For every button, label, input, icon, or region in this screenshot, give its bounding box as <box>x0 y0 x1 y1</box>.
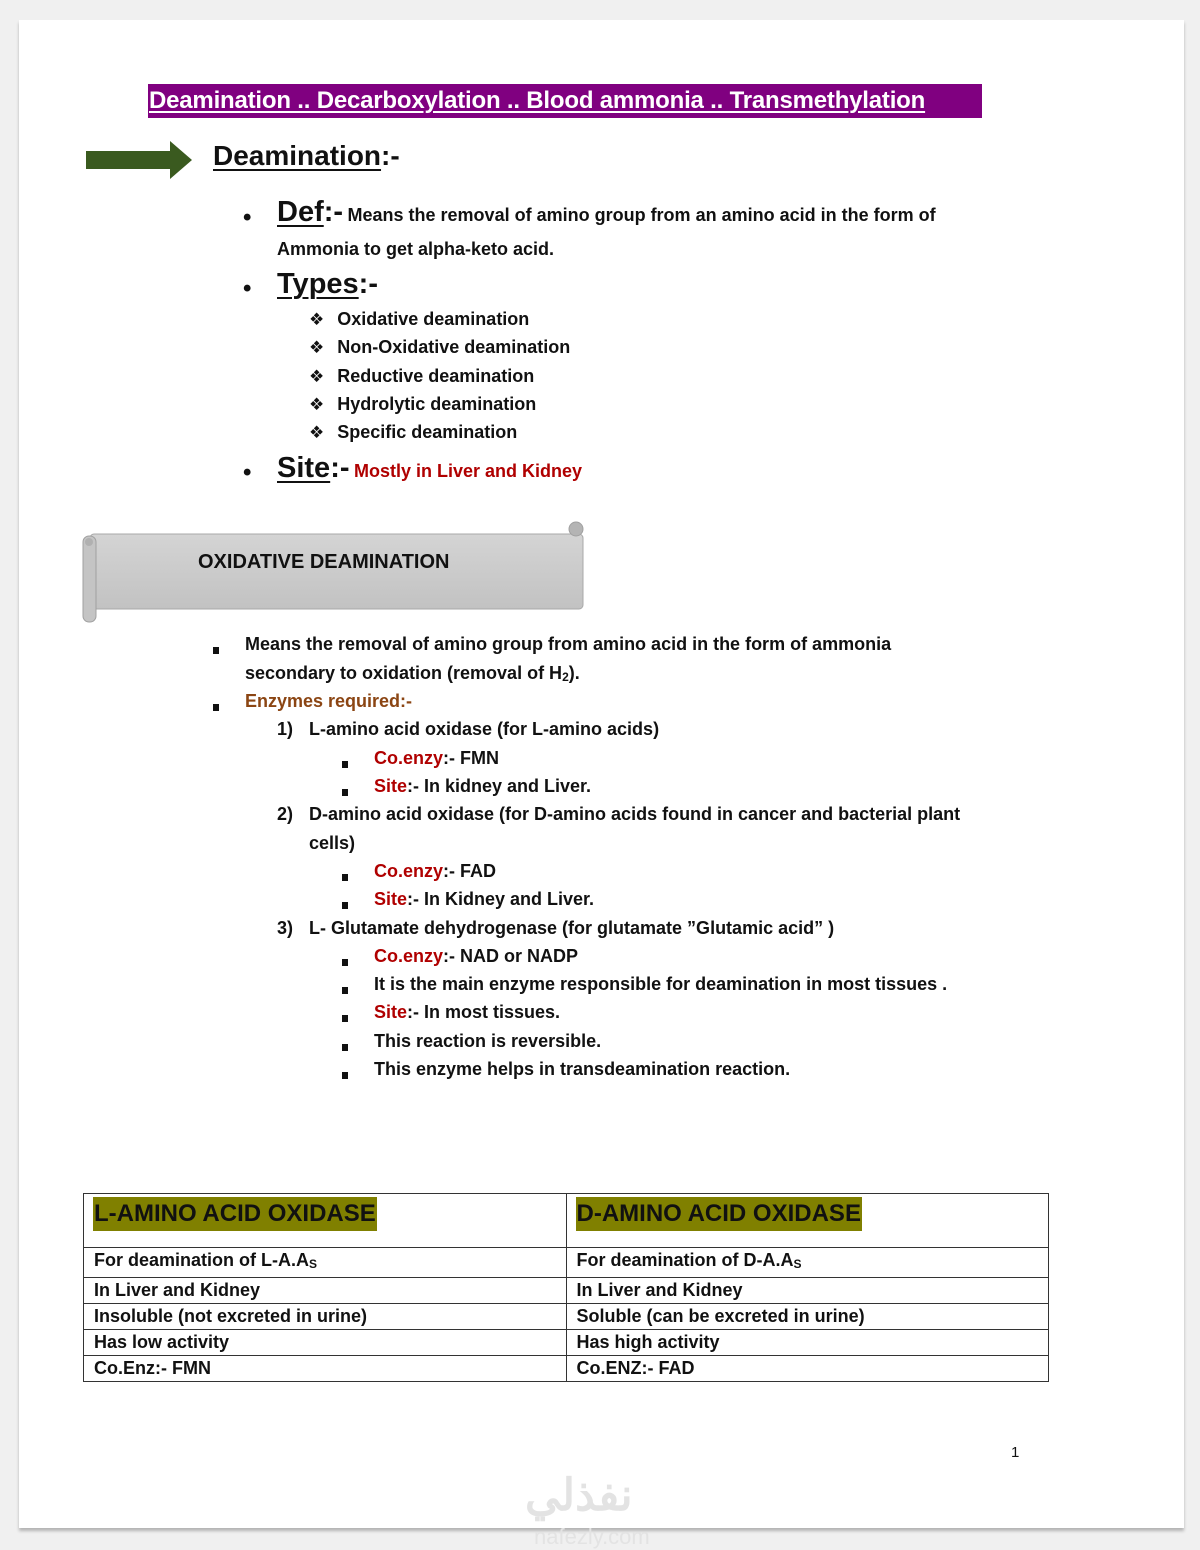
table-cell: Insoluble (not excreted in urine) <box>84 1304 567 1330</box>
point-text: :- In Kidney and Liver. <box>407 889 595 909</box>
table-header-row <box>84 1194 1049 1248</box>
enzyme-point: This reaction is reversible. <box>374 1031 602 1051</box>
diamond-bullet-icon: ❖ <box>309 423 325 442</box>
right-arrow-icon <box>86 141 194 179</box>
square-bullet-icon <box>342 868 348 886</box>
enzyme-point <box>374 748 499 769</box>
square-bullet-icon <box>342 953 348 971</box>
square-bullet-icon <box>342 896 348 914</box>
comparison-table <box>83 1193 1049 1382</box>
oxidative-definition-continued <box>245 663 580 684</box>
enzyme-name-continued: cells) <box>309 833 356 853</box>
enzyme-point: This enzyme helps in transdeamination reaction. <box>374 1059 791 1079</box>
table-header-cell <box>84 1194 567 1248</box>
point-label: Co.enzy <box>374 748 444 768</box>
enzymes-label: Enzymes required:- <box>245 691 413 711</box>
square-bullet-icon <box>342 755 348 773</box>
table-header-cell <box>566 1194 1049 1248</box>
square-bullet-icon <box>342 1066 348 1084</box>
point-text: :- FAD <box>443 861 497 881</box>
point-text: :- In most tissues. <box>407 1002 561 1022</box>
watermark-logo: نفذلي <box>525 1471 633 1520</box>
enzyme-name: L-amino acid oxidase (for L-amino acids) <box>309 719 660 739</box>
subscript: S <box>309 1257 318 1271</box>
site-label: Site <box>277 452 331 484</box>
table-cell <box>84 1248 567 1278</box>
table-cell: In Liver and Kidney <box>84 1278 567 1304</box>
types-item <box>309 422 517 443</box>
heading-text: Deamination <box>213 140 382 171</box>
table-row <box>84 1304 1049 1330</box>
diamond-bullet-icon: ❖ <box>309 395 325 414</box>
enzyme-number: 1) <box>277 719 294 739</box>
point-label: Site <box>374 776 408 796</box>
point-text: :- NAD or NADP <box>443 946 579 966</box>
table-cell <box>566 1248 1049 1278</box>
square-bullet-icon <box>342 1038 348 1056</box>
def-text: secondary to oxidation (removal of H <box>245 663 563 683</box>
def-text: Means the removal of amino group from an amino acid in the form of <box>347 205 936 225</box>
enzyme-point <box>374 776 591 797</box>
table-row <box>84 1356 1049 1382</box>
enzyme-point <box>374 889 594 910</box>
square-bullet-icon <box>342 783 348 801</box>
bullet-dot: • <box>243 459 252 486</box>
table-cell: Co.Enz:- FMN <box>84 1356 567 1382</box>
table-cell: In Liver and Kidney <box>566 1278 1049 1304</box>
def-label: Def <box>277 196 324 228</box>
enzyme-point: It is the main enzyme responsible for deamination in most tissues . <box>374 974 948 994</box>
table-row <box>84 1248 1049 1278</box>
table-cell: Has low activity <box>84 1330 567 1356</box>
bullet-dot: • <box>243 204 252 231</box>
cell-text: For deamination of D-A.A <box>576 1250 794 1270</box>
square-bullet-icon <box>342 1009 348 1027</box>
diamond-bullet-icon: ❖ <box>309 310 325 329</box>
point-label: Site <box>374 1002 408 1022</box>
types-item <box>309 366 534 387</box>
point-text: :- FMN <box>443 748 499 768</box>
point-label: Co.enzy <box>374 946 444 966</box>
types-item <box>309 337 570 358</box>
square-bullet-icon <box>342 981 348 999</box>
diamond-bullet-icon: ❖ <box>309 338 325 357</box>
types-suffix: :- <box>358 268 378 300</box>
section-heading-deamination <box>213 140 400 172</box>
oxidative-definition: Means the removal of amino group from amino acid in the form of ammonia <box>245 634 892 654</box>
table-cell: Co.ENZ:- FAD <box>566 1356 1049 1382</box>
cell-text: For deamination of L-A.A <box>94 1250 309 1270</box>
site-text: Mostly in Liver and Kidney <box>353 461 583 481</box>
bullet-dot: • <box>243 275 252 302</box>
site-line <box>277 452 582 485</box>
subscript: S <box>793 1257 802 1271</box>
enzyme-number: 2) <box>277 804 294 824</box>
types-item-text: Specific deamination <box>337 422 518 442</box>
point-label: Co.enzy <box>374 861 444 881</box>
enzyme-point <box>374 1002 560 1023</box>
header-highlight: D-AMINO ACID OXIDASE <box>576 1197 862 1231</box>
heading-suffix: :- <box>381 140 400 171</box>
types-item-text: Oxidative deamination <box>337 309 530 329</box>
banner-title: OXIDATIVE DEAMINATION <box>198 551 450 573</box>
table-cell: Has high activity <box>566 1330 1049 1356</box>
def-suffix: :- <box>323 196 344 228</box>
types-item-text: Hydrolytic deamination <box>337 394 537 414</box>
table-cell: Soluble (can be excreted in urine) <box>566 1304 1049 1330</box>
square-bullet-icon <box>213 641 219 659</box>
def-line <box>277 196 936 229</box>
enzyme-number: 3) <box>277 918 294 938</box>
def-text-continued: Ammonia to get alpha-keto acid. <box>277 239 555 259</box>
subscript: 2 <box>562 670 569 684</box>
types-item <box>309 309 529 330</box>
types-item <box>309 394 536 415</box>
page-number: 1 <box>1011 1444 1020 1461</box>
square-bullet-icon <box>213 698 219 716</box>
types-label: Types <box>277 268 359 300</box>
enzyme-name: L- Glutamate dehydrogenase (for glutamate ”Glutamic acid” ) <box>309 918 835 938</box>
diamond-bullet-icon: ❖ <box>309 367 325 386</box>
site-suffix: :- <box>330 452 350 484</box>
watermark-url: nafezly.com <box>534 1524 650 1549</box>
table-row <box>84 1330 1049 1356</box>
types-heading <box>277 268 378 301</box>
enzyme-point <box>374 861 496 882</box>
point-label: Site <box>374 889 408 909</box>
enzyme-point <box>374 946 578 967</box>
def-end: ). <box>568 663 580 683</box>
point-text: :- In kidney and Liver. <box>407 776 592 796</box>
table-row <box>84 1278 1049 1304</box>
document-title: Deamination .. Decarboxylation .. Blood ammonia .. Transmethylation <box>148 84 982 118</box>
enzyme-name: D-amino acid oxidase (for D-amino acids found in cancer and bacterial plant <box>309 804 961 824</box>
types-item-text: Reductive deamination <box>337 366 535 386</box>
header-highlight: L-AMINO ACID OXIDASE <box>93 1197 377 1231</box>
types-item-text: Non-Oxidative deamination <box>337 337 571 357</box>
